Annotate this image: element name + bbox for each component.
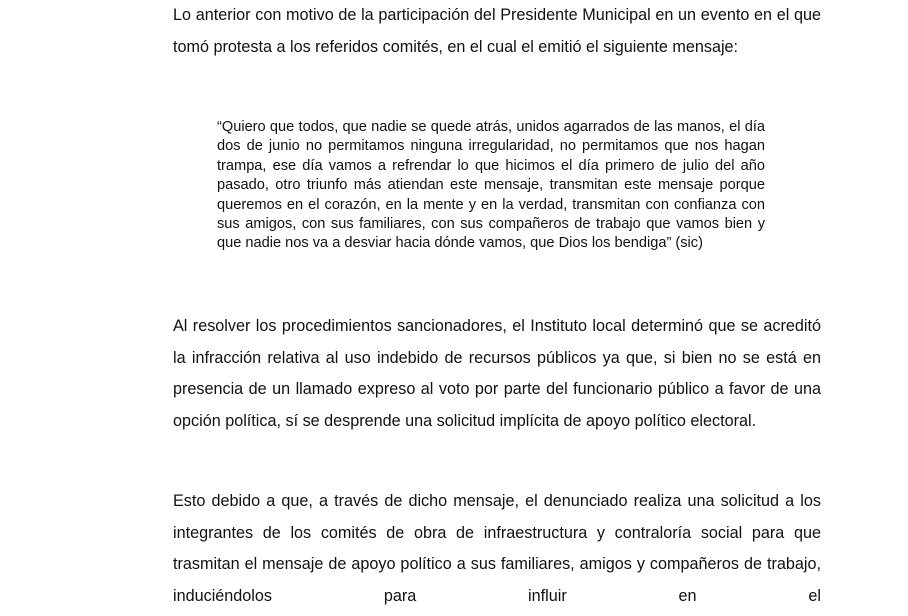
block-quote: “Quiero que todos, que nadie se quede atrás, unidos agarrados de las manos, el día dos de junio no permitamos ninguna irregularidad, no permitamos que nos hagan trampa, ese día vamos a refrendar lo que hicimos el día primero de julio del año pasado, otro triunfo más atiendan este mensaje, transmitan este mensaje porque queremos en el corazón, en la mente y en la verdad, transmitan con confianza con sus amigos, con sus familiares, con sus compañeros de trabajo que vamos bien y que nadie nos va a desviar hacia dónde vamos, que Dios los bendiga” (sic) [217,119,765,252]
paragraph-resolution: Al resolver los procedimientos sancionadores, el Instituto local determinó que se acreditó la infracción relativa al uso indebido de recursos públicos ya que, si bien no se está en presencia de un llamado expreso al voto por parte del funcionario público a favor de una opción política, sí se desprende una solicitud implícita de apoyo político electoral. [173,317,821,430]
paragraph-context: Lo anterior con motivo de la participación del Presidente Municipal en un evento en el que tomó protesta a los referidos comités, en el cual el emitió el siguiente mensaje: [173,6,821,56]
paragraph-reasoning: Esto debido a que, a través de dicho mensaje, el denunciado realiza una solicitud a los integrantes de los comités de obra de infraestructura y contraloría social para que trasmitan el mensaje de apoyo político a sus familiares, amigos y compañeros de trabajo, induciéndolos para influir en el [173,492,821,605]
